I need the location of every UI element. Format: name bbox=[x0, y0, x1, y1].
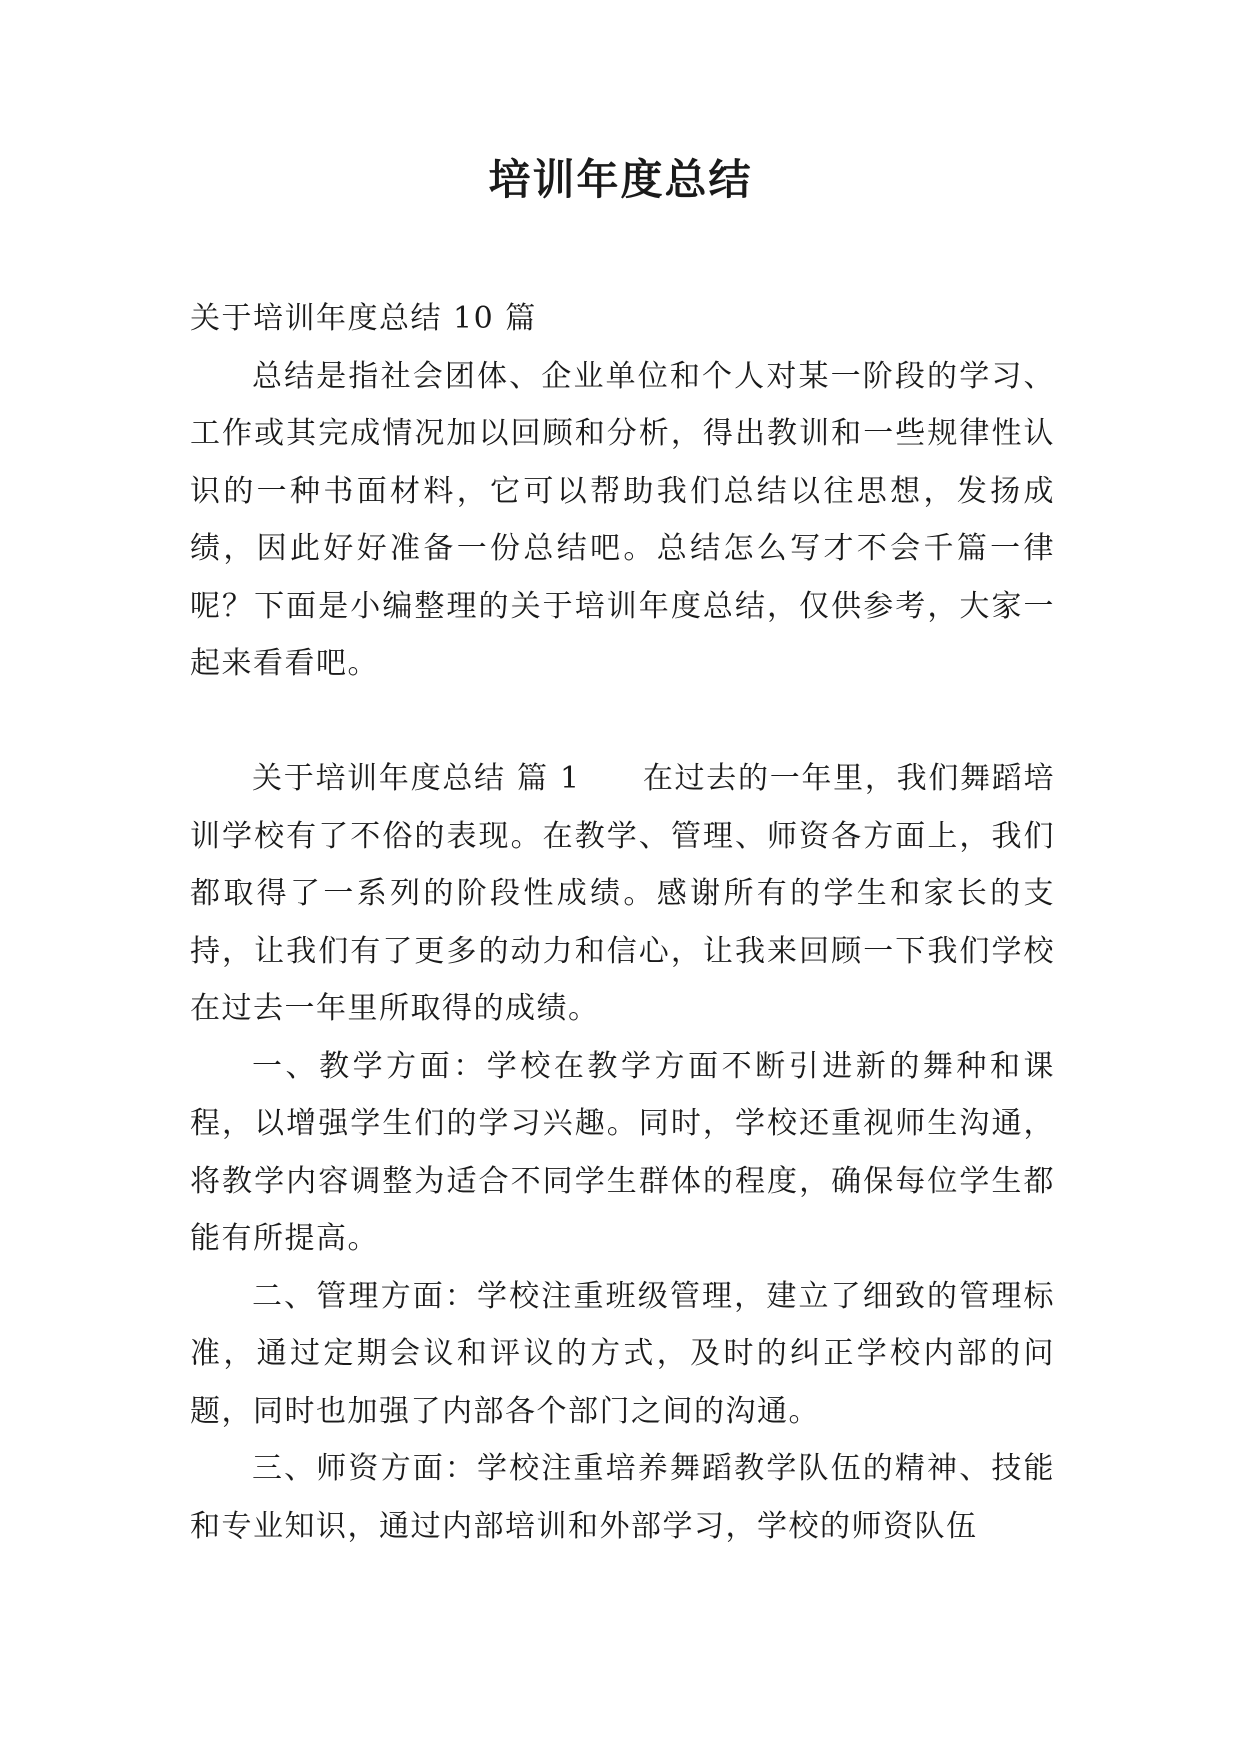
intro-paragraph: 总结是指社会团体、企业单位和个人对某一阶段的学习、工作或其完成情况加以回顾和分析，得出教训和一些规律性认识的一种书面材料，它可以帮助我们总结以往思想，发扬成绩，因此好好准备一份总结吧。总结怎么写才不会千篇一律呢？下面是小编整理的关于培训年度总结，仅供参考，大家一起来看看吧。 bbox=[190, 358, 1055, 681]
management-paragraph: 二、管理方面：学校注重班级管理，建立了细致的管理标准，通过定期会议和评议的方式，及时的纠正学校内部的问题，同时也加强了内部各个部门之间的沟通。 bbox=[190, 1278, 1055, 1429]
faculty-paragraph: 三、师资方面：学校注重培养舞蹈教学队伍的精神、技能和专业知识，通过内部培训和外部学习，学校的师资队伍 bbox=[190, 1451, 1055, 1544]
paragraph-spacer bbox=[190, 693, 1055, 751]
section-1-opening: 在过去的一年里，我们舞蹈培训学校有了不俗的表现。在教学、管理、师资各方面上，我们都取得了一系列的阶段性成绩。感谢所有的学生和家长的支持，让我们有了更多的动力和信心，让我来回顾一下我们学校在过去一年里所取得的成绩。 bbox=[190, 761, 1055, 1026]
section-1-paragraph bbox=[190, 750, 1055, 1038]
document-body bbox=[190, 290, 1055, 1555]
document-title: 培训年度总结 bbox=[488, 155, 753, 204]
document-subtitle: 关于培训年度总结 10 篇 bbox=[190, 301, 537, 336]
teaching-paragraph: 一、教学方面：学校在教学方面不断引进新的舞种和课程，以增强学生们的学习兴趣。同时，学校还重视师生沟通，将教学内容调整为适合不同学生群体的程度，确保每位学生都能有所提高。 bbox=[190, 1048, 1055, 1256]
section-1-heading: 关于培训年度总结 篇 1 bbox=[252, 761, 581, 796]
